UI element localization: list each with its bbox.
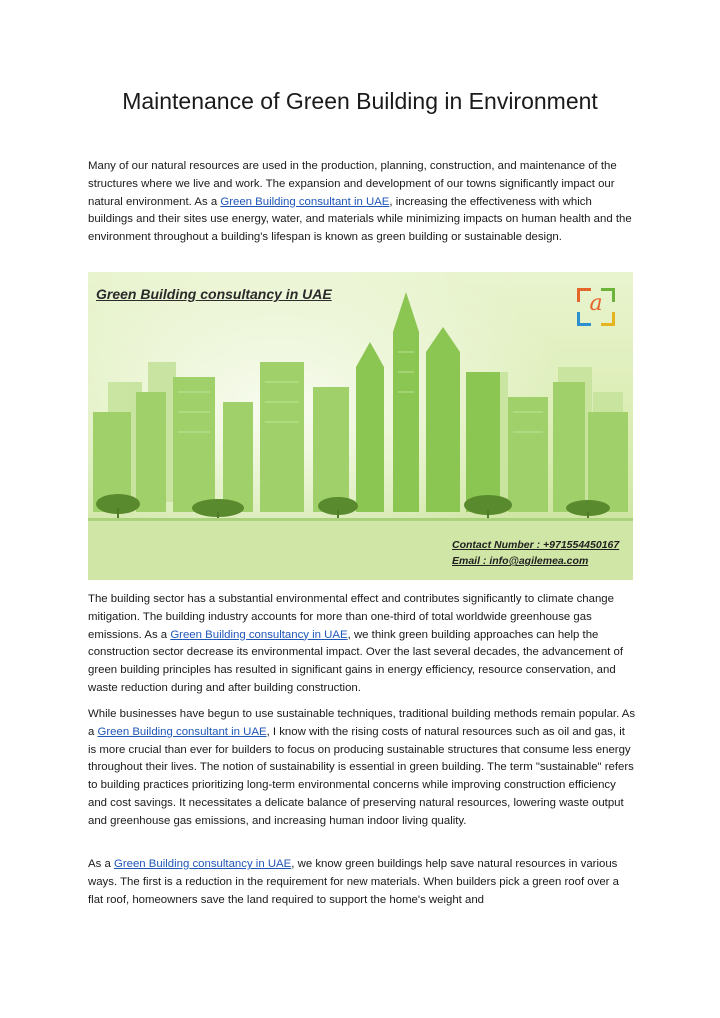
green-building-consultant-link-2[interactable]: Green Building consultant in UAE xyxy=(97,725,267,738)
intro-paragraph: Many of our natural resources are used in the production, planning, construction, and maintenance of the structures where we live and work. The expansion and development of our towns significantly impact our natural environment. As a Green Building consultant in UAE, increasing the effectiveness with which buildings and their sites use energy, water, and materials while minimizing impacts on human health and the environment throughout a building's lifespan is known as green building or sustainable design. xyxy=(88,160,632,244)
body-paragraph-3: While businesses have begun to use sustainable techniques, traditional building methods remain popular. As a Green Building consultant in UAE, I know with the rising costs of natural resources such as oil and gas, it is more crucial than ever for builders to focus on producing sustainable structures that consume less energy throughout their lives. The notion of sustainability is essential in green building. The term "sustainable" refers to building practices prioritizing long-term environmental concerns while improving construction efficiency and cost savings. It necessitates a delicate balance of preserving natural resources, lowering waste output and greenhouse gas emissions, and increasing human indoor living quality. xyxy=(88,708,636,827)
city-skyline-illustration xyxy=(88,272,633,580)
contact-number: Contact Number : +971554450167 xyxy=(452,539,620,551)
agile-logo xyxy=(577,288,615,326)
banner-image xyxy=(88,272,633,580)
body-paragraph-2: The building sector has a substantial environmental effect and contributes significantly to climate change mitigation. The building industry accounts for more than one-third of total worldwide greenhouse gas emissions. As a Green Building consultancy in UAE, we think green building approaches can help the construction sector decrease its environmental impact. Over the last several decades, the advancement of green building principles has resulted in significant gains in energy efficiency, resource conservation, and waste reduction during and after building construction. xyxy=(88,593,623,694)
page-title: Maintenance of Green Building in Environment xyxy=(122,88,598,114)
green-building-consultant-link[interactable]: Green Building consultant in UAE xyxy=(220,195,390,208)
logo-letter: a xyxy=(589,291,603,316)
contact-email: Email : info@agilemea.com xyxy=(452,555,589,567)
green-building-consultancy-link[interactable]: Green Building consultancy in UAE xyxy=(170,628,348,641)
banner-heading: Green Building consultancy in UAE xyxy=(96,286,332,302)
green-building-consultancy-link-2[interactable]: Green Building consultancy in UAE xyxy=(113,858,292,870)
body-paragraph-4: As a Green Building consultancy in UAE, we know green buildings help save natural resources in various ways. The first is a reduction in the requirement for new materials. When builders pick a green roof over a flat roof, homeowners save the land required to support the home's weight and xyxy=(88,858,619,906)
